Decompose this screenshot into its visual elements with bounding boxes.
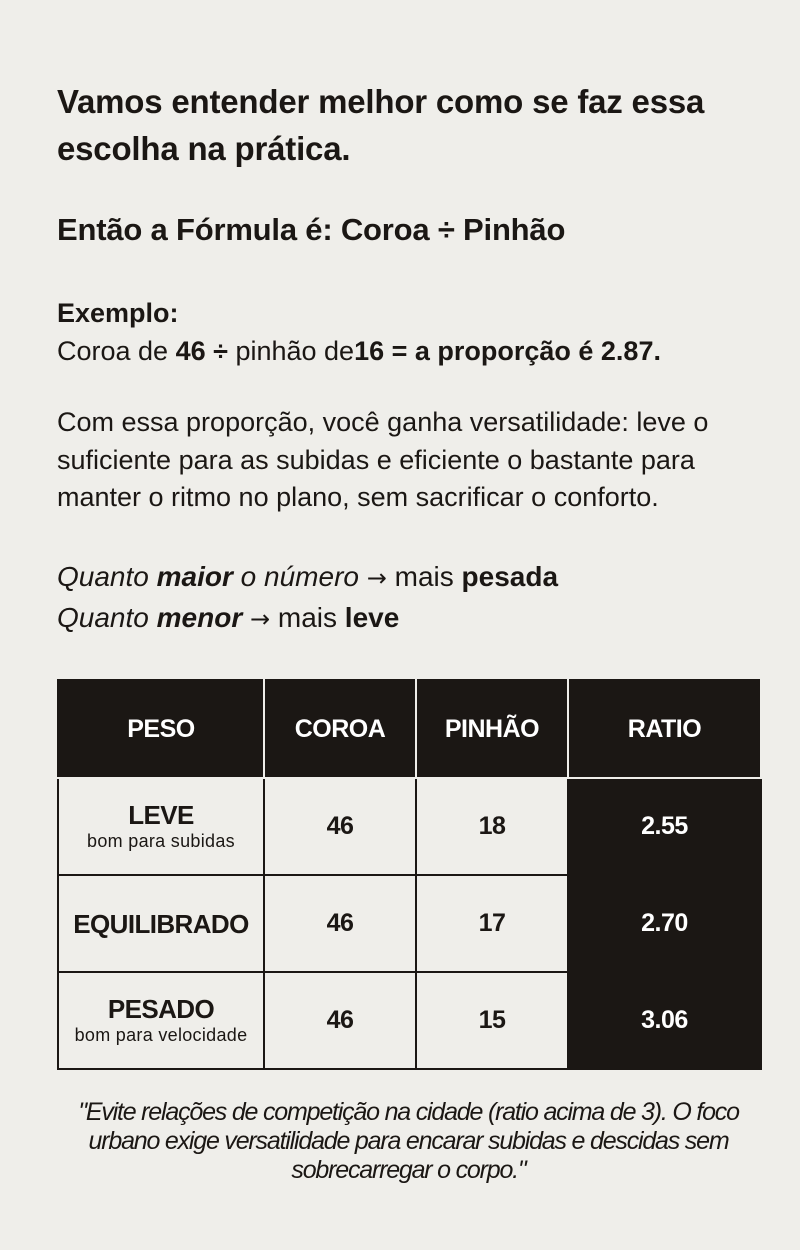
table-header-row [58,680,761,778]
arrow-right-icon: → [366,563,387,592]
ratio-cell: 3.06 [568,972,761,1069]
arrow-right-icon: → [250,604,271,633]
rule-mais: mais [386,560,462,592]
rule-result: leve [344,601,400,633]
weight-cell [58,778,264,875]
table-row [58,972,761,1069]
rule-result: pesada [461,560,559,592]
rule-quanto: Quanto [57,601,157,633]
rule-rest: o número [232,560,359,592]
header-coroa: COROA [264,680,416,778]
formula: Então a Fórmula é: Coroa ÷ Pinhão [57,212,566,247]
example-block [57,294,763,370]
example-result: 16 = a proporção é 2.87. [354,336,661,366]
headline: Vamos entender melhor como se faz essa escolha na prática. [57,83,705,167]
explanation-paragraph: Com essa proporção, você ganha versatilidade: leve o suficiente para as subidas e eficiente o bastante para manter o ritmo no plano, sem sacrificar o conforto. [57,407,709,512]
weight-note: bom para velocidade [74,1024,248,1045]
example-text-2: pinhão de [227,336,355,366]
weight-name: PESADO [107,993,215,1024]
rules-block [57,557,763,639]
crown-cell: 46 [264,972,416,1069]
crown-cell: 46 [264,875,416,972]
rule-keyword: menor [156,601,243,633]
pinion-cell: 18 [416,778,568,875]
header-pinhao: PINHÃO [416,680,568,778]
article-content [57,78,763,639]
table-row [58,778,761,875]
header-peso: PESO [58,680,264,778]
gear-ratio-table [57,679,762,1070]
weight-name: LEVE [128,799,194,830]
weight-name: EQUILIBRADO [73,908,249,939]
table-row [58,875,761,972]
pinion-cell: 17 [416,875,568,972]
example-crown-value: 46 ÷ [175,336,228,366]
weight-cell [58,875,264,972]
ratio-cell: 2.70 [568,875,761,972]
pinion-cell: 15 [416,972,568,1069]
example-line [57,332,763,370]
header-ratio: RATIO [568,680,761,778]
advice-quote: "Evite relações de competição na cidade (ratio acima de 3). O foco urbano exige versatilidade para encarar subidas e descidas sem sobrecarregar o corpo." [78,1098,739,1184]
crown-cell: 46 [264,778,416,875]
rule-heavier [57,557,763,598]
ratio-cell: 2.55 [568,778,761,875]
example-text-1: Coroa de [57,336,176,366]
rule-mais: mais [270,601,345,633]
rule-keyword: maior [156,560,233,592]
example-label: Exemplo: [57,298,179,328]
rule-lighter [57,598,763,639]
weight-cell [58,972,264,1069]
weight-note: bom para subidas [87,830,235,851]
rule-quanto: Quanto [57,560,157,592]
